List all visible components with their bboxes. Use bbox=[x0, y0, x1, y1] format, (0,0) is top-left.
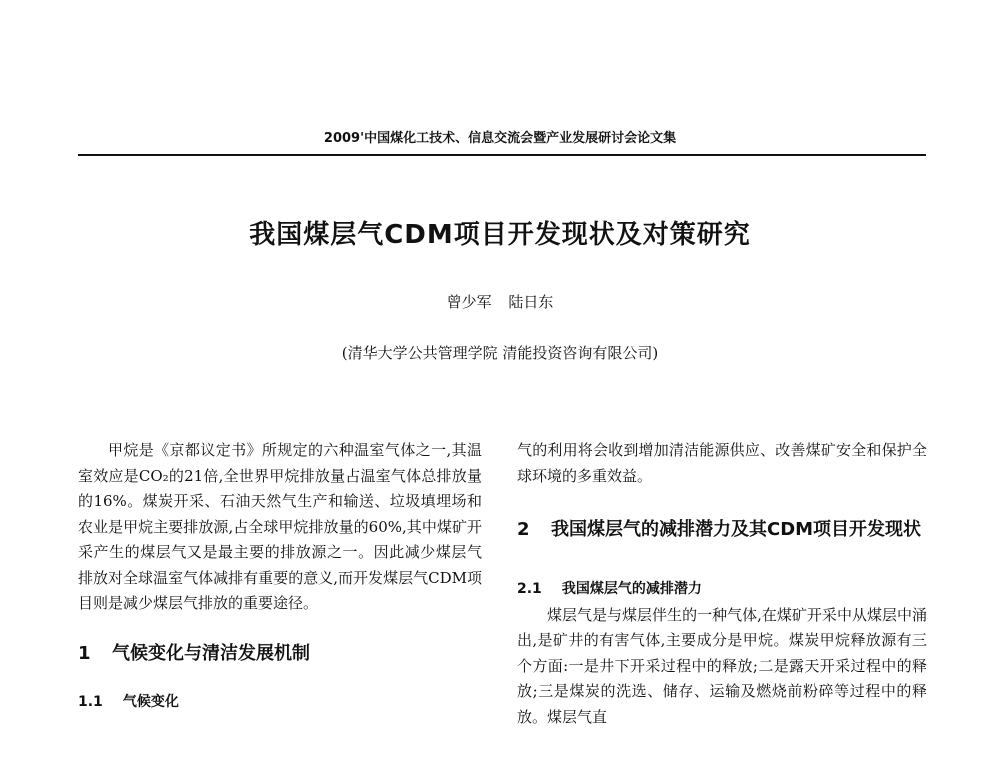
section-2-title: 我国煤层气的减排潜力及其CDM项目开发现状 bbox=[551, 519, 922, 540]
intro-paragraph-text: 甲烷是《京都议定书》所规定的六种温室气体之一,其温室效应是CO₂的21倍,全世界甲烷排放量占温室气体总排放量的16%。煤炭开采、石油天然气生产和输送、垃圾填埋场和农业是甲烷主要排放源,占全球甲烷排放量的60%,其中煤矿开采产生的煤层气又是最主要的排放源之一。因此减少煤层气排放对全球温室气体减排有重要的意义,而开发煤层气CDM项目则是减少煤层气排放的重要途径。 bbox=[78, 441, 482, 612]
paper-authors: 曾少军 陆日东 bbox=[446, 293, 554, 311]
subsection-2-1-title: 我国煤层气的减排潜力 bbox=[561, 581, 702, 597]
paper-title: 我国煤层气CDM项目开发现状及对策研究 bbox=[249, 220, 751, 250]
subsection-1-1-heading bbox=[78, 690, 482, 716]
section-1-heading bbox=[78, 641, 482, 667]
subsection-1-1-title: 气候变化 bbox=[122, 694, 179, 710]
subsection-2-1-number: 2.1 bbox=[517, 581, 542, 597]
section-1-number: 1 bbox=[78, 642, 91, 664]
running-head: 2009'中国煤化工技术、信息交流会暨产业发展研讨会论文集 bbox=[323, 131, 677, 146]
paragraph-2-1-text: 煤层气是与煤层伴生的一种气体,在煤矿开采中从煤层中涌出,是矿井的有害气体,主要成分是甲烷。煤炭甲烷释放源有三个方面:一是井下开采过程中的释放;二是露天开采过程中的释放;三是煤炭的洗选、储存、运输及燃烧前粉碎等过程中的释放。煤层气直 bbox=[517, 605, 927, 726]
left-column bbox=[78, 438, 482, 716]
continued-paragraph-text: 气的利用将会收到增加清洁能源供应、改善煤矿安全和保护全球环境的多重效益。 bbox=[517, 441, 927, 485]
intro-paragraph bbox=[78, 438, 482, 617]
section-2-number: 2 bbox=[517, 519, 530, 540]
section-1-title: 气候变化与清洁发展机制 bbox=[112, 642, 310, 664]
right-column bbox=[517, 438, 927, 730]
continued-paragraph bbox=[517, 438, 927, 489]
paper-affiliation: (清华大学公共管理学院 清能投资咨询有限公司) bbox=[341, 344, 659, 362]
paragraph-2-1 bbox=[517, 603, 927, 731]
header-rule bbox=[78, 154, 926, 156]
subsection-1-1-number: 1.1 bbox=[78, 694, 103, 710]
section-2-heading bbox=[517, 515, 927, 545]
subsection-2-1-heading bbox=[517, 577, 927, 603]
